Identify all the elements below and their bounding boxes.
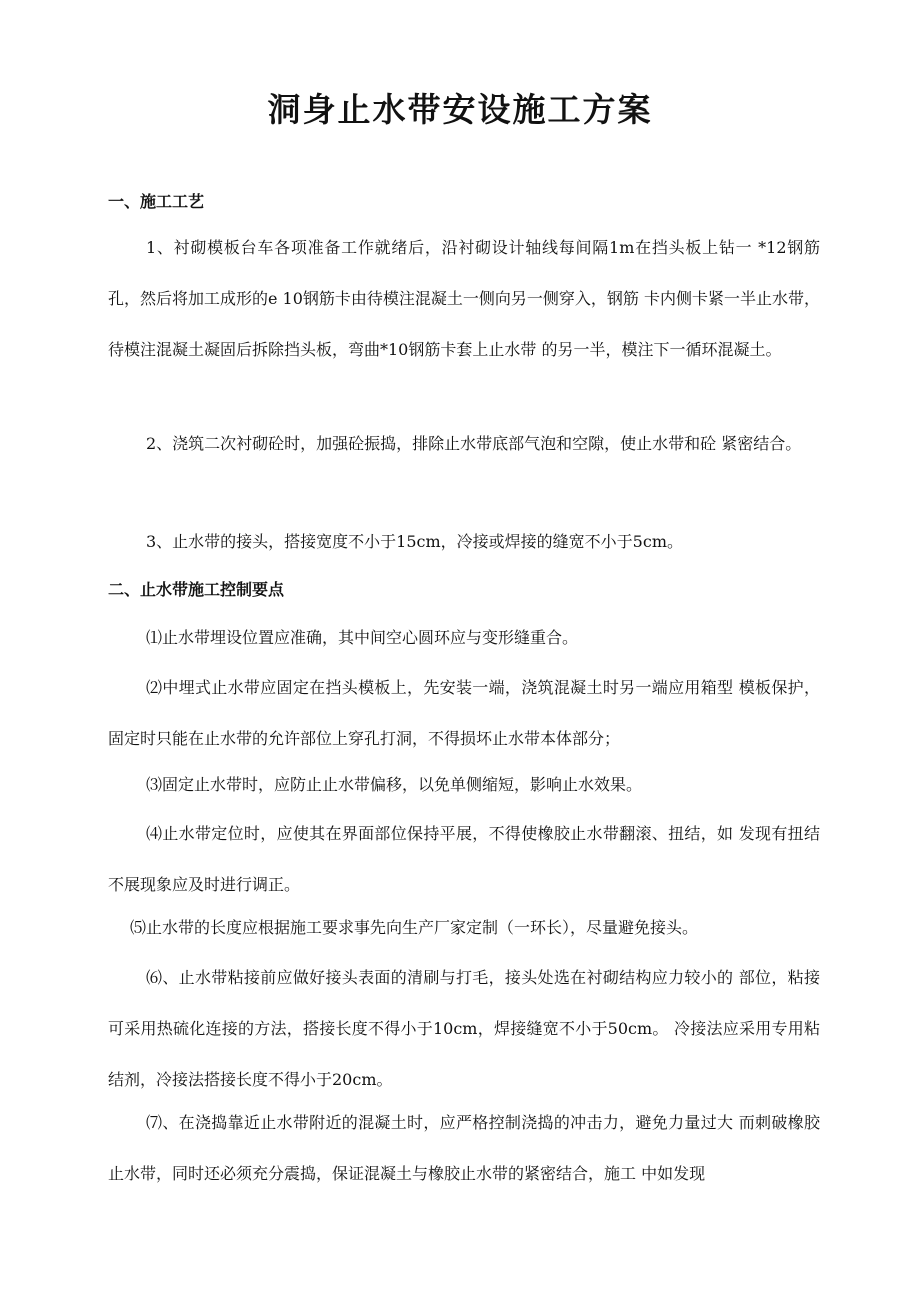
paragraph-control-1: ⑴止水带埋设位置应准确，其中间空心圆环应与变形缝重合。 <box>146 628 579 647</box>
paragraph-control-3: ⑶固定止水带时，应防止止水带偏移，以免单侧缩短，影响止水效果。 <box>146 775 643 794</box>
paragraph-control-4: ⑷止水带定位时，应使其在界面部位保持平展，不得使橡胶止水带翻滚、扭结，如 发现有扭结不展现象应及时进行调正。 <box>108 824 820 894</box>
paragraph-process-1: 1、衬砌模板台车各项准备工作就绪后，沿衬砌设计轴线每间隔1m在挡头板上钻一 *12钢筋孔，然后将加工成形的e 10钢筋卡由待模注混凝土一侧向另一侧穿入，钢筋 卡内侧卡紧一半止水带，待模注混凝土凝固后拆除挡头板，弯曲*10钢筋卡套上止水带 的另一半，模注下一循环混凝土。 <box>108 238 821 359</box>
document-title: 洞身止水带安设施工方案 <box>267 90 653 129</box>
paragraph-control-6: ⑹、止水带粘接前应做好接头表面的清刷与打毛，接头处选在衬砌结构应力较小的 部位，粘接可采用热硫化连接的方法，搭接长度不得小于10cm，焊接缝宽不小于50cm。 冷接法应采用专用粘结剂，冷接法搭接长度不得小于20cm。 <box>108 968 820 1089</box>
section-heading-control-points: 二、止水带施工控制要点 <box>108 580 285 599</box>
paragraph-control-2: ⑵中埋式止水带应固定在挡头模板上，先安装一端，浇筑混凝土时另一端应用箱型 模板保护，固定时只能在止水带的允许部位上穿孔打洞，不得损坏止水带本体部分； <box>108 678 820 748</box>
section-heading-construction-process: 一、施工工艺 <box>108 192 205 211</box>
paragraph-control-5: ⑸止水带的长度应根据施工要求事先向生产厂家定制（一环长），尽量避免接头。 <box>130 918 699 937</box>
paragraph-process-2: 2、浇筑二次衬砌砼时，加强砼振捣，排除止水带底部气泡和空隙，使止水带和砼 紧密结合。 <box>146 434 802 453</box>
paragraph-process-3: 3、止水带的接头，搭接宽度不小于15cm，冷接或焊接的缝宽不小于5cm。 <box>146 532 683 551</box>
paragraph-control-7: ⑺、在浇捣靠近止水带附近的混凝土时，应严格控制浇捣的冲击力，避免力量过大 而刺破橡胶止水带，同时还必须充分震捣，保证混凝土与橡胶止水带的紧密结合，施工 中如发现 <box>108 1113 820 1183</box>
